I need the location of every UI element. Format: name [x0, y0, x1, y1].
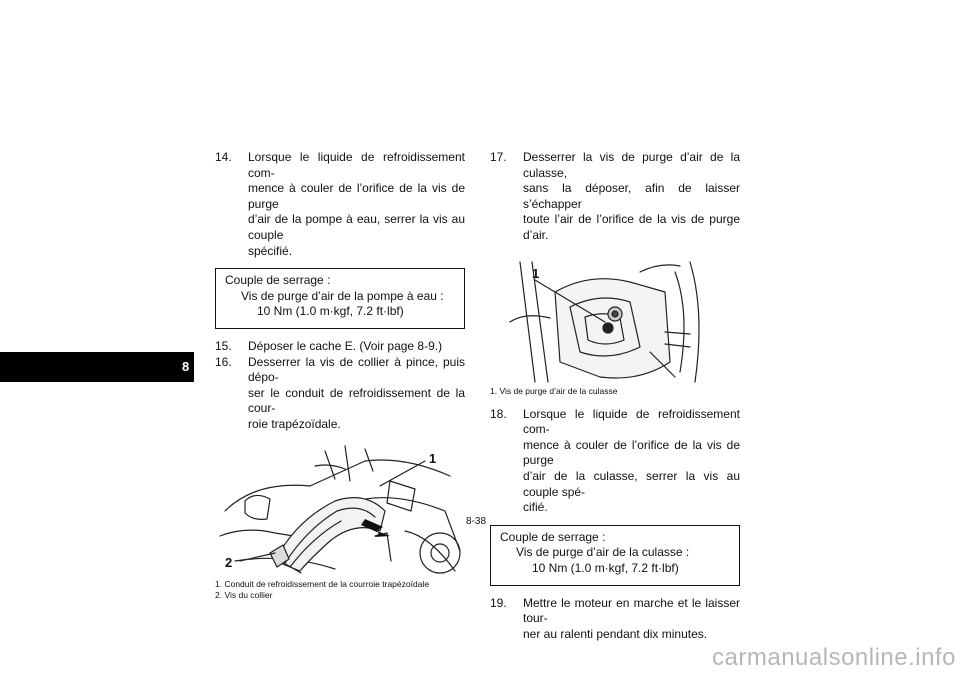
chapter-number: 8 [182, 359, 190, 374]
cooling-duct-illustration [215, 441, 465, 579]
figure-caption: 1. Vis de purge d’air de la culasse [490, 385, 618, 396]
torque-box-water-pump: Couple de serrage : Vis de purge d’air de la pompe à eau : 10 Nm (1.0 m·kgf, 7.2 ft·lbf) [215, 268, 465, 329]
step-15: 15. Déposer le cache E. (Voir page 8-9.) [215, 338, 443, 353]
figure-cooling-duct [215, 441, 465, 601]
torque-box-cylinder-head: Couple de serrage : Vis de purge d’air de la culasse : 10 Nm (1.0 m·kgf, 7.2 ft·lbf) [490, 525, 740, 586]
right-column [490, 150, 740, 642]
step-18: 18. Lorsque le liquide de refroidissement com- mence à couler de l’orifice de la vis de purge d’air de la culasse, serrer la vis au couple spé- cifié. [490, 406, 740, 515]
watermark[interactable]: carmanualsonline.info [712, 644, 956, 671]
figure-caption: 1. Conduit de refroidissement de la courroie trapézoïdale 2. Vis du collier [215, 578, 430, 600]
step-16: 16. Desserrer la vis de collier à pince, puis dépo- ser le conduit de refroidissement de la cour- roie trapézoïdale. [215, 354, 465, 431]
callout-1: 1 [429, 450, 437, 466]
step-19: 19. Mettre le moteur en marche et le laisser tour- ner au ralenti pendant dix minutes. [490, 595, 740, 641]
cylinder-head-illustration [490, 252, 740, 386]
chapter-tab [0, 352, 194, 382]
page-number: 8-38 [466, 516, 487, 527]
step-14: 14. Lorsque le liquide de refroidissement com- mence à couler de l’orifice de la vis de purge d’air de la pompe à eau, serrer la vis au couple spécifié. [215, 150, 465, 258]
left-column [215, 150, 465, 601]
callout-1: 1 [532, 265, 540, 281]
step-17: 17. Desserrer la vis de purge d’air de la culasse, sans la déposer, afin de laisser s’échapper toute l’air de l’orifice de la vis de purge d’air. [490, 150, 740, 242]
figure-cylinder-head [490, 252, 740, 397]
callout-2: 2 [225, 554, 233, 570]
